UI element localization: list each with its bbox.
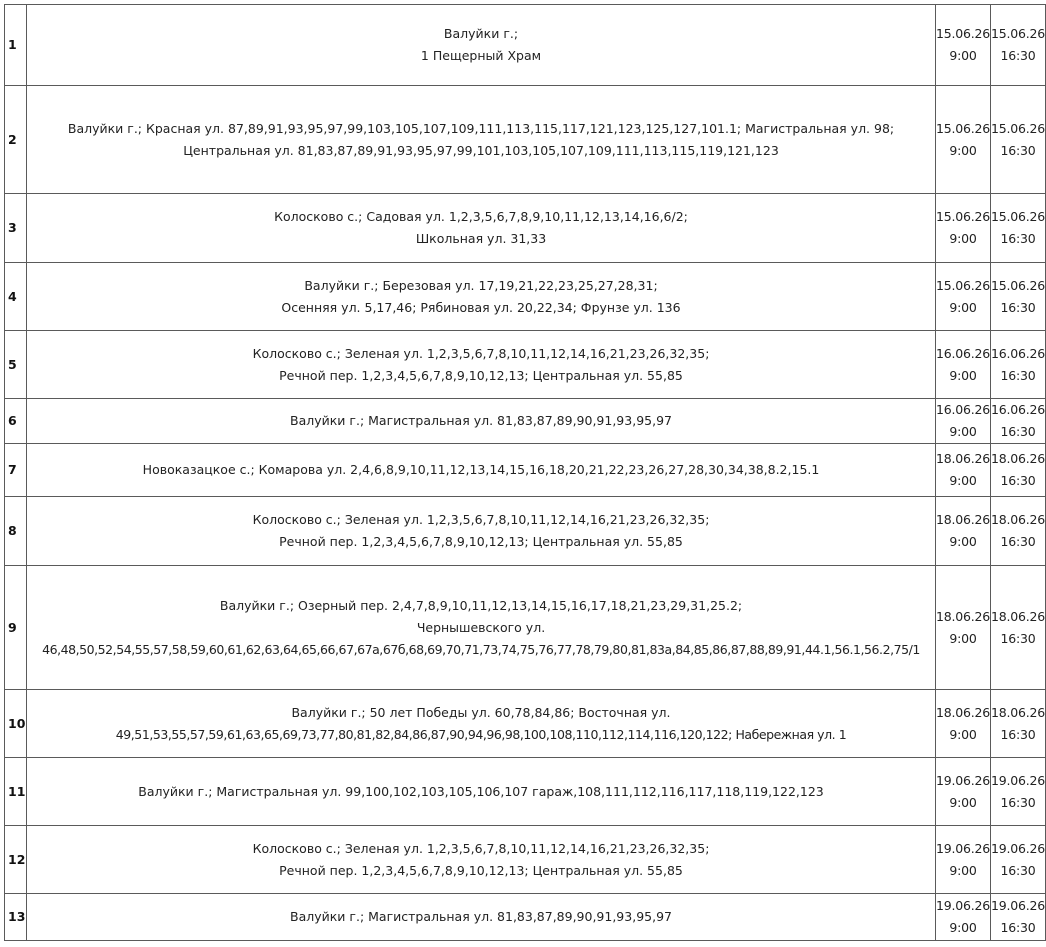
start-datetime-cell xyxy=(936,444,991,497)
end-time: 16:30 xyxy=(1000,794,1036,810)
start-datetime-cell xyxy=(936,894,991,941)
row-number: 1 xyxy=(5,5,27,86)
end-datetime-cell xyxy=(991,194,1046,263)
start-time: 9:00 xyxy=(949,862,977,878)
end-datetime-cell xyxy=(991,444,1046,497)
address-line: Валуйки г.; Озерный пер. 2,4,7,8,9,10,11,12,13,14,15,16,17,18,21,23,29,31,25.2; xyxy=(219,597,743,613)
start-time: 9:00 xyxy=(949,231,977,246)
start-date: 19.06.26 xyxy=(936,840,991,856)
address-cell xyxy=(27,444,936,497)
end-datetime-cell xyxy=(991,86,1046,194)
start-time: 9:00 xyxy=(949,473,977,488)
address-cell xyxy=(27,5,936,86)
start-date: 18.06.26 xyxy=(936,512,991,527)
address-cell xyxy=(27,194,936,263)
row-number: 12 xyxy=(5,826,27,894)
start-datetime-cell xyxy=(936,331,991,399)
end-date: 18.06.26 xyxy=(991,512,1046,527)
table-row xyxy=(5,86,1046,194)
address-line: Валуйки г.; Магистральная ул. 99,100,102,103,105,106,107 гараж,108,111,112,116,117,118,119,122,123 xyxy=(138,783,824,799)
row-number: 6 xyxy=(5,399,27,444)
address-line: Чернышевского ул. xyxy=(416,619,546,635)
address-cell xyxy=(27,566,936,690)
start-time: 9:00 xyxy=(949,367,977,383)
address-line: Колосково с.; Зеленая ул. 1,2,3,5,6,7,8,10,11,12,14,16,21,23,26,32,35; xyxy=(252,345,710,361)
address-cell xyxy=(27,399,936,444)
start-datetime-cell xyxy=(936,86,991,194)
address-line: Валуйки г.; Магистральная ул. 81,83,87,89,90,91,93,95,97 xyxy=(290,413,672,428)
row-number: 2 xyxy=(5,86,27,194)
start-time: 9:00 xyxy=(949,794,977,810)
start-date: 18.06.26 xyxy=(936,451,991,466)
table-row xyxy=(5,566,1046,690)
end-date: 16.06.26 xyxy=(991,402,1046,417)
table-row xyxy=(5,758,1046,826)
end-datetime-cell xyxy=(991,399,1046,444)
address-line: 1 Пещерный Храм xyxy=(420,48,542,63)
address-cell xyxy=(27,894,936,941)
start-datetime-cell xyxy=(936,826,991,894)
table-row xyxy=(5,894,1046,941)
start-time: 9:00 xyxy=(949,142,977,158)
end-date: 19.06.26 xyxy=(991,772,1046,788)
end-date: 18.06.26 xyxy=(991,451,1046,466)
row-number: 13 xyxy=(5,894,27,941)
start-date: 18.06.26 xyxy=(936,608,991,624)
start-datetime-cell xyxy=(936,566,991,690)
end-time: 16:30 xyxy=(1000,231,1036,246)
table-row xyxy=(5,331,1046,399)
end-date: 19.06.26 xyxy=(991,840,1046,856)
end-datetime-cell xyxy=(991,690,1046,758)
row-number: 4 xyxy=(5,263,27,331)
address-line: Речной пер. 1,2,3,4,5,6,7,8,9,10,12,13; Центральная ул. 55,85 xyxy=(279,534,683,549)
end-time: 16:30 xyxy=(1000,142,1036,158)
start-date: 15.06.26 xyxy=(936,209,991,224)
start-time: 9:00 xyxy=(949,920,977,935)
end-time: 16:30 xyxy=(1000,726,1036,742)
row-number: 8 xyxy=(5,497,27,566)
address-line: Осенняя ул. 5,17,46; Рябиновая ул. 20,22,34; Фрунзе ул. 136 xyxy=(281,299,681,315)
row-number: 5 xyxy=(5,331,27,399)
end-datetime-cell xyxy=(991,331,1046,399)
start-datetime-cell xyxy=(936,758,991,826)
end-time: 16:30 xyxy=(1000,48,1036,63)
address-line: Валуйки г.; Магистральная ул. 81,83,87,89,90,91,93,95,97 xyxy=(290,909,672,924)
row-number: 3 xyxy=(5,194,27,263)
start-datetime-cell xyxy=(936,690,991,758)
table-row xyxy=(5,444,1046,497)
end-time: 16:30 xyxy=(1000,534,1036,549)
address-line: Новоказацкое с.; Комарова ул. 2,4,6,8,9,10,11,12,13,14,15,16,18,20,21,22,23,26,27,28,30,34,38,8.2,15.1 xyxy=(142,462,820,477)
address-cell xyxy=(27,690,936,758)
address-cell xyxy=(27,497,936,566)
start-datetime-cell xyxy=(936,194,991,263)
end-date: 18.06.26 xyxy=(991,608,1046,624)
end-date: 15.06.26 xyxy=(991,26,1046,41)
address-cell xyxy=(27,86,936,194)
start-time: 9:00 xyxy=(949,48,977,63)
end-date: 15.06.26 xyxy=(991,209,1046,224)
end-datetime-cell xyxy=(991,263,1046,331)
address-line: Колосково с.; Садовая ул. 1,2,3,5,6,7,8,9,10,11,12,13,14,16,6/2; xyxy=(274,209,688,224)
outage-schedule-table xyxy=(4,4,1046,941)
row-number: 10 xyxy=(5,690,27,758)
end-datetime-cell xyxy=(991,566,1046,690)
address-line: Колосково с.; Зеленая ул. 1,2,3,5,6,7,8,10,11,12,14,16,21,23,26,32,35; xyxy=(252,512,710,527)
end-time: 16:30 xyxy=(1000,630,1036,646)
table-row xyxy=(5,194,1046,263)
address-line: 49,51,53,55,57,59,61,63,65,69,73,77,80,81,82,84,86,87,90,94,96,98,100,108,110,112,114,116,120,122; Набережная ул. 1 xyxy=(115,726,847,742)
end-time: 16:30 xyxy=(1000,862,1036,878)
start-date: 16.06.26 xyxy=(936,402,991,417)
table-row xyxy=(5,5,1046,86)
row-number: 11 xyxy=(5,758,27,826)
end-time: 16:30 xyxy=(1000,424,1036,439)
end-date: 18.06.26 xyxy=(991,704,1046,720)
start-datetime-cell xyxy=(936,497,991,566)
row-number: 7 xyxy=(5,444,27,497)
start-datetime-cell xyxy=(936,5,991,86)
address-line: 46,48,50,52,54,55,57,58,59,60,61,62,63,64,65,66,67,67а,67б,68,69,70,71,73,74,75,76,77,78,79,80,81,83а,84,85,86,87,88,89,91,44.1,56.1,56.2,75/1 xyxy=(42,641,920,657)
table-row xyxy=(5,263,1046,331)
start-date: 18.06.26 xyxy=(936,704,991,720)
start-time: 9:00 xyxy=(949,424,977,439)
address-line: Речной пер. 1,2,3,4,5,6,7,8,9,10,12,13; Центральная ул. 55,85 xyxy=(279,862,683,878)
table-row xyxy=(5,690,1046,758)
end-date: 16.06.26 xyxy=(991,345,1046,361)
start-date: 16.06.26 xyxy=(936,345,991,361)
address-cell xyxy=(27,758,936,826)
end-datetime-cell xyxy=(991,5,1046,86)
address-line: Валуйки г.; 50 лет Победы ул. 60,78,84,86; Восточная ул. xyxy=(291,704,671,720)
end-date: 15.06.26 xyxy=(991,120,1046,136)
row-number: 9 xyxy=(5,566,27,690)
start-date: 19.06.26 xyxy=(936,898,991,913)
start-date: 15.06.26 xyxy=(936,26,991,41)
start-datetime-cell xyxy=(936,263,991,331)
start-datetime-cell xyxy=(936,399,991,444)
start-time: 9:00 xyxy=(949,299,977,315)
end-time: 16:30 xyxy=(1000,473,1036,488)
start-date: 19.06.26 xyxy=(936,772,991,788)
address-line: Речной пер. 1,2,3,4,5,6,7,8,9,10,12,13; Центральная ул. 55,85 xyxy=(279,367,683,383)
start-time: 9:00 xyxy=(949,726,977,742)
start-date: 15.06.26 xyxy=(936,120,991,136)
address-cell xyxy=(27,826,936,894)
start-date: 15.06.26 xyxy=(936,277,991,293)
start-time: 9:00 xyxy=(949,534,977,549)
address-cell xyxy=(27,331,936,399)
end-datetime-cell xyxy=(991,894,1046,941)
end-time: 16:30 xyxy=(1000,920,1036,935)
end-date: 15.06.26 xyxy=(991,277,1046,293)
table-row xyxy=(5,399,1046,444)
end-datetime-cell xyxy=(991,758,1046,826)
start-time: 9:00 xyxy=(949,630,977,646)
address-line: Валуйки г.; Березовая ул. 17,19,21,22,23,25,27,28,31; xyxy=(304,277,658,293)
address-line: Школьная ул. 31,33 xyxy=(415,231,547,246)
address-cell xyxy=(27,263,936,331)
table-row xyxy=(5,497,1046,566)
end-time: 16:30 xyxy=(1000,367,1036,383)
address-line: Валуйки г.; xyxy=(443,26,519,41)
address-line: Валуйки г.; Красная ул. 87,89,91,93,95,97,99,103,105,107,109,111,113,115,117,121,123,125,127,101.1; Магистральная ул. 98; Центральная ул. 81,83,87,89,91,93,95,97,99,101,103,105,107,109,111,113,115,119,121,123 xyxy=(67,120,895,158)
end-datetime-cell xyxy=(991,497,1046,566)
address-line: Колосково с.; Зеленая ул. 1,2,3,5,6,7,8,10,11,12,14,16,21,23,26,32,35; xyxy=(252,840,710,856)
end-datetime-cell xyxy=(991,826,1046,894)
end-date: 19.06.26 xyxy=(991,898,1046,913)
table-row xyxy=(5,826,1046,894)
end-time: 16:30 xyxy=(1000,299,1036,315)
